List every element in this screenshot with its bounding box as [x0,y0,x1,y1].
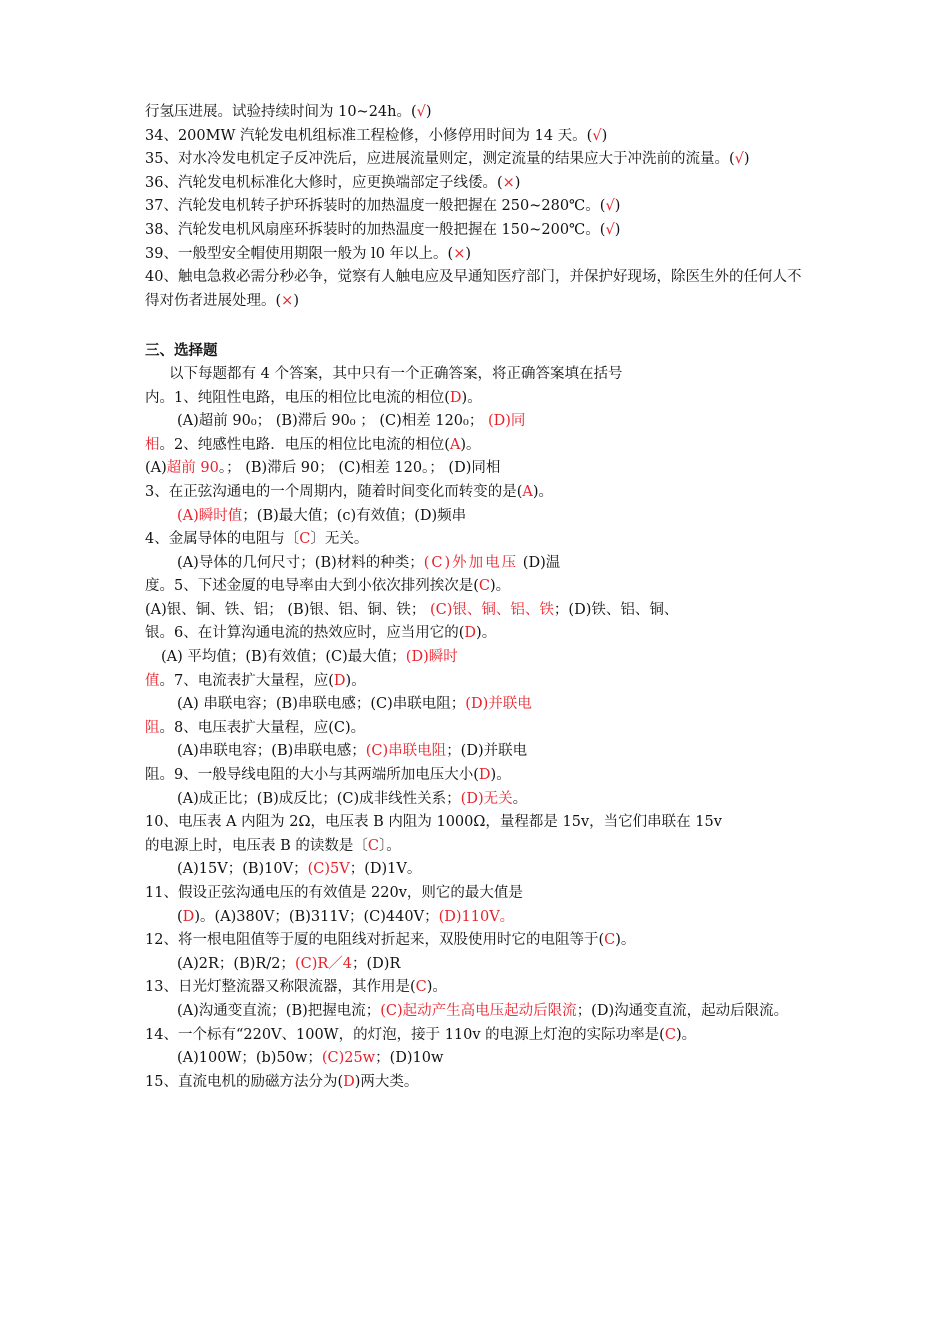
answer-option: (C)R／4 [294,955,352,972]
options-line: (A)成正比；(B)成反比；(C)成非线性关系；(D)无关。 [177,790,528,807]
tf-item-36: 36、汽轮发电机标准化大修时，应更换端部定子线倭。(×) [145,174,521,191]
options-line: (A)2R；(B)R/2；(C)R／4；(D)R [177,955,401,972]
section-title: 三、选择题 [145,342,218,360]
answer-option: (D)无关 [460,790,513,807]
options-line: (A) 平均值；(B)有效值；(C)最大值；(D)瞬时 [161,649,458,666]
question-line: 阻。8、电压表扩大量程，应(C)。 [145,719,366,736]
answer-mark: √ [734,151,744,168]
question-line: 13、日光灯整流器又称限流器，其作用是(C)。 [145,979,447,996]
options-line: (A)瞬时值；(B)最大值；(c)有效值；(D)频串 [177,507,467,524]
answer-letter: D [182,908,195,925]
spacer [145,313,805,337]
tf-item-37: 37、汽轮发电机转子护环拆装时的加热温度一般把握在 250~280℃。(√) [145,198,621,215]
options-line: (A)串联电容；(B)串联电感；(C)串联电阻；(D)并联电 [177,743,528,760]
answer-mark: √ [416,104,426,120]
tf-item-33-cont: 行氢压进展。试验持续时间为 10~24h。(√) [145,104,432,120]
answer-letter: C [604,932,616,949]
answer-letter: C [664,1026,676,1043]
answer-letter: C [367,837,379,854]
document-page [145,101,805,1094]
question-line: 4、金属导体的电阻与〔C〕无关。 [145,531,369,548]
options-line: (A)沟通变直流；(B)把握电流；(C)起动产生高电压起动后限流；(D)沟通变直流，起动后限流。 [177,1002,789,1019]
answer-mark: √ [605,198,615,215]
question-line: 3、在正弦沟通电的一个周期内，随着时间变化而转变的是(A)。 [145,483,554,500]
question-line: 11、假设正弦沟通电压的有效值是 220v，则它的最大值是 [145,885,523,901]
answer-option: (C)5V [307,861,350,878]
tf-item-38: 38、汽轮发电机风扇座环拆装时的加热温度一般把握在 150~200℃。(√) [145,221,621,238]
answer-option: 超前 90 [166,460,219,477]
question-line: 14、一个标有“220V、100W，的灯泡，接于 110v 的电源上灯泡的实际功率是(C)。 [145,1026,697,1043]
options-line: (A)100W；(b)50w；(C)25w；(D)10w [177,1050,444,1067]
answer-letter: C [299,531,311,548]
question-line: 的电源上时，电压表 B 的读数是〔C〕。 [145,837,401,854]
question-line: 内。1、纯阻性电路，电压的相位比电流的相位(D)。 [145,389,482,406]
tf-item-39: 39、一般型安全帽使用期限一般为 l0 年以上。(×) [145,245,472,262]
answer-option: 阻 [145,719,160,736]
answer-mark: × [281,292,294,309]
question-line: 银。6、在计算沟通电流的热效应时，应当用它的(D)。 [145,625,497,642]
options-line: (A)导体的几何尺寸；(B)材料的种类；(C)外加电压 (D)温 [177,554,561,571]
answer-letter: A [522,483,533,500]
answer-option: 值 [145,672,160,689]
tf-item-35: 35、对水冷发电机定子反冲洗后，应进展流量则定，测定流量的结果应大于冲洗前的流量。(√) [145,151,750,168]
answer-letter: D [478,767,491,784]
options-line: (A)15V；(B)10V；(C)5V；(D)1V。 [177,861,422,878]
answer-mark: √ [605,221,615,238]
answer-option: (C)25w [321,1050,376,1067]
answer-option: (A)瞬时值 [177,507,243,524]
answer-mark: × [453,245,466,262]
answer-letter: D [464,625,477,642]
question-line: 阻。9、一般导线电阻的大小与其两端所加电压大小(D)。 [145,767,511,784]
answer-letter: C [478,578,490,595]
question-line: 相。2、纯感性电路．电压的相位比电流的相位(A)。 [145,436,481,453]
answer-letter: A [449,436,461,453]
question-line: 15、直流电机的励磁方法分为(D)两大类。 [145,1073,419,1090]
options-line: (A) 串联电容；(B)串联电感；(C)串联电阻；(D)并联电 [177,696,532,713]
options-line: (D)。(A)380V；(B)311V；(C)440V；(D)110V。 [177,908,515,925]
answer-option: (C)串联电阻 [365,743,447,760]
answer-option: (D)并联电 [465,696,532,713]
question-line: 度。5、下述金厦的电导率由大到小依次排列挨次是(C)。 [145,578,511,595]
options-line: (A)超前 90。； (B)滞后 90； (C)相差 120。； (D)同相 [145,460,501,477]
answer-option: (C)银、铜、铝、铁 [429,601,554,618]
answer-option: (C)起动产生高电压起动后限流 [380,1002,577,1019]
question-line: 12、将一根电阻值等于厦的电阻线对折起来，双股使用时它的电阻等于(C)。 [145,932,636,949]
answer-mark: × [502,174,515,191]
answer-letter: D [343,1073,355,1090]
answer-letter: D [449,389,462,406]
question-line: 值。7、电流表扩大量程，应(D)。 [145,672,366,689]
tf-item-34: 34、200MW 汽轮发电机组标准工程检修，小修停用时间为 14 天。(√) [145,127,608,144]
answer-letter: D [333,672,346,689]
section-intro: 以下每题都有 4 个答案，其中只有一个正确答案，将正确答案填在括号 [169,365,623,382]
answer-option: (D)110V [438,908,500,925]
answer-option: (D)同 [487,413,526,430]
answer-option: (D)瞬时 [405,649,458,666]
answer-option: (C)外加电压 [423,554,519,571]
answer-option: 相 [145,436,160,453]
options-line: (A)超前 90₀； (B)滞后 90₀ ； (C)相差 120₀； (D)同 [177,413,526,430]
tf-item-40: 40、触电急救必需分秒必争，觉察有人触电应及早通知医疗部门，并保护好现场，除医生外的任何人不得对伤者进展处理。(×) [145,269,802,309]
options-line: (A)银、铜、铁、铝； (B)银、铝、铜、铁； (C)银、铜、铝、铁；(D)铁、铝、铜、 [145,601,679,618]
answer-mark: √ [592,127,602,144]
answer-letter: C [415,979,427,996]
question-line: 10、电压表 A 内阻为 2Ω，电压表 B 内阻为 1000Ω，量程都是 15v，当它们串联在 15v [145,814,722,831]
